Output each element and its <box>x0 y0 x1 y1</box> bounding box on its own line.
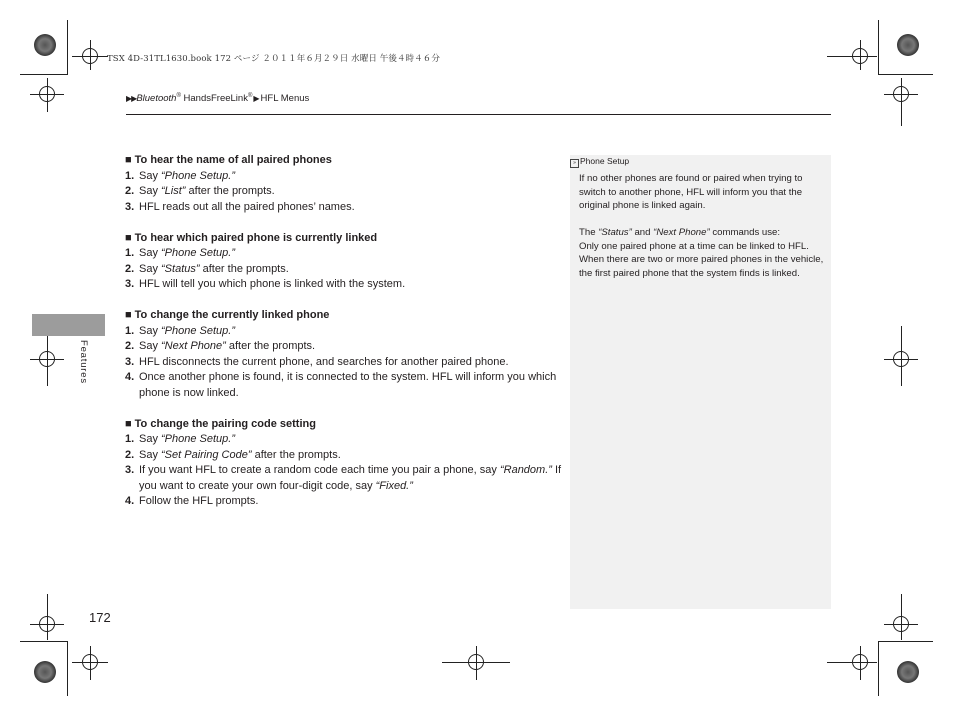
step: 4. Follow the HFL prompts. <box>125 495 259 507</box>
crosshair-icon <box>39 86 55 102</box>
sidebar-heading: » Phone Setup <box>570 156 629 168</box>
crosshair-icon <box>39 616 55 632</box>
section-change-linked <box>125 308 565 401</box>
section-hear-linked <box>125 231 565 293</box>
file-info-header: TSX 4D-31TL1630.book 172 ページ ２０１１年６月２９日 水曜日 午後４時４６分 <box>107 54 440 64</box>
section-title: ■ To change the currently linked phone <box>125 309 330 321</box>
step: 1. Say “Phone Setup.” <box>125 324 236 337</box>
sidebar-paragraph: If no other phones are found or paired when trying to switch to another phone, HFL will inform you that the original phone is linked again. <box>579 173 803 211</box>
sidebar-body <box>579 172 825 294</box>
breadcrumb-hfl-menus: HFL Menus <box>260 93 310 105</box>
crosshair-icon <box>852 654 868 670</box>
section-hear-all-names <box>125 153 565 215</box>
step: 4. Once another phone is found, it is connected to the system. HFL will inform you which phone is now linked. <box>125 371 557 399</box>
step: 3. HFL disconnects the current phone, and searches for another paired phone. <box>125 355 509 368</box>
breadcrumb-handsfreelink: HandsFreeLink <box>180 93 248 105</box>
step: 3. HFL reads out all the paired phones’ names. <box>125 200 355 213</box>
crosshair-icon <box>39 351 55 367</box>
section-pairing-code <box>125 417 565 510</box>
breadcrumb-arrow-icon: ▶▶ <box>126 94 137 104</box>
section-title: ■ To hear which paired phone is currently linked <box>125 231 378 244</box>
square-bullet-icon: ■ <box>125 154 132 166</box>
breadcrumb: ▶▶Bluetooth® HandsFreeLink®▶HFL Menus <box>126 93 310 105</box>
step: 3. If you want HFL to create a random code each time you pair a phone, say “Random.” If you want to create your own four-digit code, say “Fixed.” <box>125 464 562 492</box>
section-tab-label: Features <box>78 340 89 384</box>
breadcrumb-separator-icon: ▶ <box>253 94 260 104</box>
crosshair-icon <box>852 48 868 64</box>
square-bullet-icon: ■ <box>125 231 132 244</box>
registration-disc-icon <box>34 661 56 683</box>
step: 1. Say “Phone Setup.” <box>125 433 236 445</box>
step: 1. Say “Phone Setup.” <box>125 169 236 182</box>
sidebar-paragraph: The “Status” and “Next Phone” commands use: Only one paired phone at a time can be linked to HFL. When there are two or more paired phones in the vehicle, the first paired phone that the system finds is linked. <box>579 227 824 279</box>
step: 2. Say “Set Pairing Code” after the prompts. <box>125 448 341 461</box>
crosshair-icon <box>468 654 484 670</box>
crosshair-icon <box>893 616 909 632</box>
crosshair-icon <box>82 48 98 64</box>
crosshair-icon <box>82 654 98 670</box>
reference-icon: » <box>570 159 579 168</box>
header-rule <box>126 114 831 115</box>
step: 2. Say “Next Phone” after the prompts. <box>125 340 316 352</box>
crosshair-icon <box>893 86 909 102</box>
registration-disc-icon <box>897 661 919 683</box>
step: 1. Say “Phone Setup.” <box>125 247 236 259</box>
page-number: 172 <box>89 610 111 625</box>
section-tab <box>32 314 105 336</box>
section-title: ■ To hear the name of all paired phones <box>125 154 332 166</box>
registration-disc-icon <box>34 34 56 56</box>
step: 3. HFL will tell you which phone is linked with the system. <box>125 278 406 290</box>
registration-disc-icon <box>897 34 919 56</box>
section-title: ■ To change the pairing code setting <box>125 417 316 430</box>
breadcrumb-bluetooth: Bluetooth <box>136 93 177 105</box>
step: 2. Say “List” after the prompts. <box>125 185 275 197</box>
crosshair-icon <box>893 351 909 367</box>
square-bullet-icon: ■ <box>125 417 132 430</box>
step: 2. Say “Status” after the prompts. <box>125 262 289 275</box>
main-content <box>125 153 565 525</box>
square-bullet-icon: ■ <box>125 309 132 321</box>
